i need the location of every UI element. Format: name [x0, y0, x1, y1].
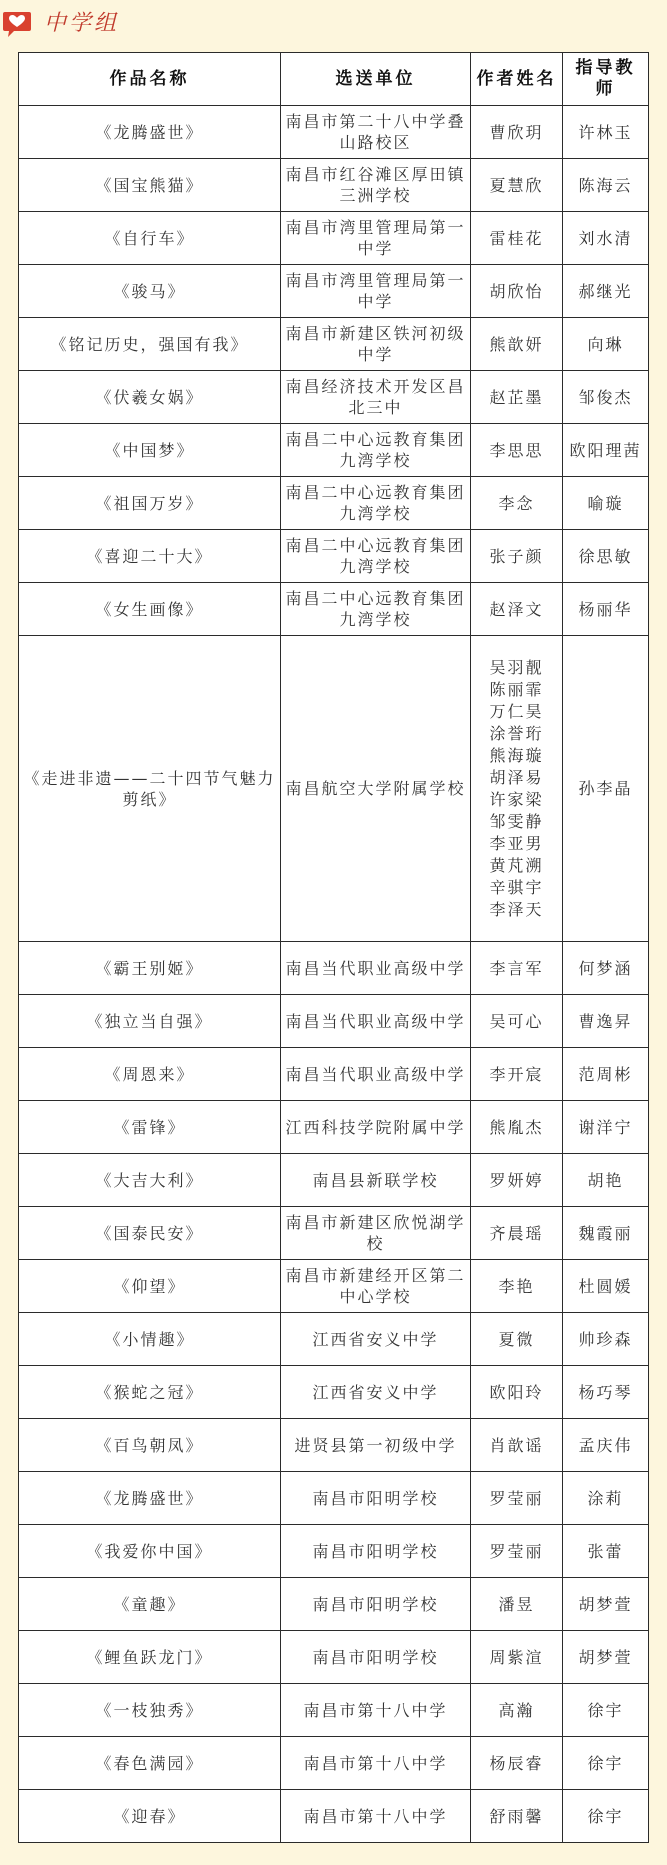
cell-school: 南昌当代职业高级中学 — [281, 942, 471, 995]
table-row — [19, 1048, 649, 1101]
cell-work-title: 《迎春》 — [19, 1790, 281, 1843]
cell-author: 罗莹丽 — [471, 1472, 563, 1525]
cell-work-title: 《大吉大利》 — [19, 1154, 281, 1207]
cell-work-title: 《龙腾盛世》 — [19, 1472, 281, 1525]
table-header-row — [19, 53, 649, 106]
cell-school: 进贤县第一初级中学 — [281, 1419, 471, 1472]
cell-work-title: 《伏羲女娲》 — [19, 371, 281, 424]
cell-school: 南昌二中心远教育集团九湾学校 — [281, 530, 471, 583]
cell-work-title: 《独立当自强》 — [19, 995, 281, 1048]
cell-author: 高瀚 — [471, 1684, 563, 1737]
cell-school: 南昌二中心远教育集团九湾学校 — [281, 477, 471, 530]
cell-author: 李开宸 — [471, 1048, 563, 1101]
cell-school: 南昌市新建区铁河初级中学 — [281, 318, 471, 371]
table-row — [19, 1631, 649, 1684]
cell-school: 南昌市第十八中学 — [281, 1684, 471, 1737]
cell-school: 南昌市新建经开区第二中心学校 — [281, 1260, 471, 1313]
cell-author: 舒雨馨 — [471, 1790, 563, 1843]
author-name: 辛骐宇 — [489, 877, 544, 897]
cell-school: 南昌当代职业高级中学 — [281, 995, 471, 1048]
author-name: 黄芃溯 — [489, 855, 544, 875]
cell-author: 夏微 — [471, 1313, 563, 1366]
table-row — [19, 1737, 649, 1790]
cell-teacher: 邹俊杰 — [563, 371, 649, 424]
table-row — [19, 212, 649, 265]
cell-authors — [471, 636, 563, 942]
cell-author: 胡欣怡 — [471, 265, 563, 318]
table-row — [19, 159, 649, 212]
table-row — [19, 1684, 649, 1737]
table-row — [19, 1154, 649, 1207]
cell-teacher: 胡艳 — [563, 1154, 649, 1207]
table-row — [19, 942, 649, 995]
cell-teacher: 涂莉 — [563, 1472, 649, 1525]
cell-author: 罗莹丽 — [471, 1525, 563, 1578]
author-name: 陈丽霏 — [489, 679, 544, 699]
cell-school: 南昌市第十八中学 — [281, 1790, 471, 1843]
cell-school: 南昌二中心远教育集团九湾学校 — [281, 424, 471, 477]
cell-work-title: 《仰望》 — [19, 1260, 281, 1313]
cell-teacher: 魏霞丽 — [563, 1207, 649, 1260]
table-row — [19, 1472, 649, 1525]
header-author: 作者姓名 — [471, 53, 563, 106]
cell-author: 齐晨瑶 — [471, 1207, 563, 1260]
cell-work-title: 《猴蛇之冠》 — [19, 1366, 281, 1419]
cell-work-title: 《我爱你中国》 — [19, 1525, 281, 1578]
cell-teacher: 刘水清 — [563, 212, 649, 265]
table-row — [19, 106, 649, 159]
cell-author: 周紫渲 — [471, 1631, 563, 1684]
cell-school: 南昌市阳明学校 — [281, 1472, 471, 1525]
section-title: 中学组 — [44, 11, 120, 36]
cell-teacher: 郝继光 — [563, 265, 649, 318]
cell-teacher: 胡梦萱 — [563, 1631, 649, 1684]
cell-work-title: 《自行车》 — [19, 212, 281, 265]
cell-author: 肖歆谣 — [471, 1419, 563, 1472]
cell-school: 江西省安义中学 — [281, 1366, 471, 1419]
cell-author: 李言军 — [471, 942, 563, 995]
cell-work-title: 《百鸟朝凤》 — [19, 1419, 281, 1472]
cell-author: 曹欣玥 — [471, 106, 563, 159]
cell-teacher: 孟庆伟 — [563, 1419, 649, 1472]
author-name: 吴羽靓 — [489, 657, 544, 677]
cell-teacher: 胡梦萱 — [563, 1578, 649, 1631]
cell-author: 吴可心 — [471, 995, 563, 1048]
table-row — [19, 995, 649, 1048]
cell-author: 赵泽文 — [471, 583, 563, 636]
author-name: 胡泽易 — [489, 767, 544, 787]
cell-teacher: 曹逸昇 — [563, 995, 649, 1048]
author-name: 万仁昊 — [489, 701, 544, 721]
table-row — [19, 1207, 649, 1260]
author-name: 李泽天 — [489, 899, 544, 919]
award-table — [18, 52, 649, 1843]
cell-work-title: 《雷锋》 — [19, 1101, 281, 1154]
cell-work-title: 《女生画像》 — [19, 583, 281, 636]
cell-teacher: 何梦涵 — [563, 942, 649, 995]
table-row — [19, 1419, 649, 1472]
table-row — [19, 530, 649, 583]
cell-author: 张子颜 — [471, 530, 563, 583]
cell-work-title: 《霸王别姬》 — [19, 942, 281, 995]
table-row — [19, 371, 649, 424]
cell-work-title: 《骏马》 — [19, 265, 281, 318]
cell-work-title: 《国宝熊猫》 — [19, 159, 281, 212]
cell-work-title: 《鲤鱼跃龙门》 — [19, 1631, 281, 1684]
table-row — [19, 1313, 649, 1366]
cell-school: 南昌市阳明学校 — [281, 1525, 471, 1578]
cell-work-title: 《中国梦》 — [19, 424, 281, 477]
cell-author: 罗妍婷 — [471, 1154, 563, 1207]
cell-author: 熊歆妍 — [471, 318, 563, 371]
cell-school: 南昌二中心远教育集团九湾学校 — [281, 583, 471, 636]
cell-author: 欧阳玲 — [471, 1366, 563, 1419]
table-row — [19, 1366, 649, 1419]
cell-teacher: 帅珍森 — [563, 1313, 649, 1366]
heart-speech-icon — [2, 10, 32, 38]
author-name: 许家梁 — [489, 789, 544, 809]
author-name: 邹雯静 — [489, 811, 544, 831]
cell-school: 南昌当代职业高级中学 — [281, 1048, 471, 1101]
cell-work-title: 《童趣》 — [19, 1578, 281, 1631]
cell-school: 南昌市湾里管理局第一中学 — [281, 265, 471, 318]
cell-author: 李念 — [471, 477, 563, 530]
cell-work-title: 《铭记历史，强国有我》 — [19, 318, 281, 371]
table-row — [19, 636, 649, 942]
cell-teacher: 徐宇 — [563, 1737, 649, 1790]
cell-author: 熊胤杰 — [471, 1101, 563, 1154]
cell-school: 南昌市阳明学校 — [281, 1631, 471, 1684]
cell-author: 赵芷墨 — [471, 371, 563, 424]
table-row — [19, 1525, 649, 1578]
cell-author: 李艳 — [471, 1260, 563, 1313]
author-name: 熊海璇 — [489, 745, 544, 765]
table-row — [19, 1260, 649, 1313]
cell-school: 南昌市第十八中学 — [281, 1737, 471, 1790]
cell-work-title: 《一枝独秀》 — [19, 1684, 281, 1737]
cell-teacher: 杨丽华 — [563, 583, 649, 636]
cell-teacher: 徐思敏 — [563, 530, 649, 583]
cell-work-title: 《春色满园》 — [19, 1737, 281, 1790]
cell-teacher: 徐宇 — [563, 1790, 649, 1843]
cell-work-title: 《走进非遗——二十四节气魅力剪纸》 — [19, 636, 281, 942]
cell-school: 南昌市阳明学校 — [281, 1578, 471, 1631]
cell-school: 南昌市新建区欣悦湖学校 — [281, 1207, 471, 1260]
cell-teacher: 徐宇 — [563, 1684, 649, 1737]
table-row — [19, 583, 649, 636]
cell-school: 南昌航空大学附属学校 — [281, 636, 471, 942]
cell-work-title: 《小情趣》 — [19, 1313, 281, 1366]
cell-school: 南昌经济技术开发区昌北三中 — [281, 371, 471, 424]
table-row — [19, 318, 649, 371]
cell-teacher: 范周彬 — [563, 1048, 649, 1101]
cell-teacher: 欧阳理茜 — [563, 424, 649, 477]
cell-work-title: 《喜迎二十大》 — [19, 530, 281, 583]
cell-school: 南昌县新联学校 — [281, 1154, 471, 1207]
cell-teacher: 向琳 — [563, 318, 649, 371]
table-row — [19, 265, 649, 318]
header-school: 选送单位 — [281, 53, 471, 106]
header-teacher: 指导教师 — [563, 53, 649, 106]
cell-author: 夏慧欣 — [471, 159, 563, 212]
table-row — [19, 1101, 649, 1154]
section-header — [0, 0, 667, 44]
cell-teacher: 许林玉 — [563, 106, 649, 159]
table-row — [19, 477, 649, 530]
cell-teacher: 谢洋宁 — [563, 1101, 649, 1154]
cell-school: 南昌市红谷滩区厚田镇三洲学校 — [281, 159, 471, 212]
cell-teacher: 张蕾 — [563, 1525, 649, 1578]
cell-teacher: 孙李晶 — [563, 636, 649, 942]
cell-author: 李思思 — [471, 424, 563, 477]
cell-teacher: 喻璇 — [563, 477, 649, 530]
cell-work-title: 《龙腾盛世》 — [19, 106, 281, 159]
cell-school: 江西省安义中学 — [281, 1313, 471, 1366]
award-table-container — [18, 52, 648, 1843]
header-work-title: 作品名称 — [19, 53, 281, 106]
author-name: 李亚男 — [489, 833, 544, 853]
table-row — [19, 424, 649, 477]
cell-work-title: 《祖国万岁》 — [19, 477, 281, 530]
table-body — [19, 106, 649, 1843]
cell-school: 南昌市湾里管理局第一中学 — [281, 212, 471, 265]
table-row — [19, 1790, 649, 1843]
cell-teacher: 陈海云 — [563, 159, 649, 212]
cell-author: 雷桂花 — [471, 212, 563, 265]
cell-teacher: 杨巧琴 — [563, 1366, 649, 1419]
cell-work-title: 《国泰民安》 — [19, 1207, 281, 1260]
author-name: 涂誉珩 — [489, 723, 544, 743]
cell-author: 潘昱 — [471, 1578, 563, 1631]
table-row — [19, 1578, 649, 1631]
cell-teacher: 杜圆媛 — [563, 1260, 649, 1313]
cell-school: 南昌市第二十八中学叠山路校区 — [281, 106, 471, 159]
cell-work-title: 《周恩来》 — [19, 1048, 281, 1101]
cell-author: 杨辰睿 — [471, 1737, 563, 1790]
cell-school: 江西科技学院附属中学 — [281, 1101, 471, 1154]
